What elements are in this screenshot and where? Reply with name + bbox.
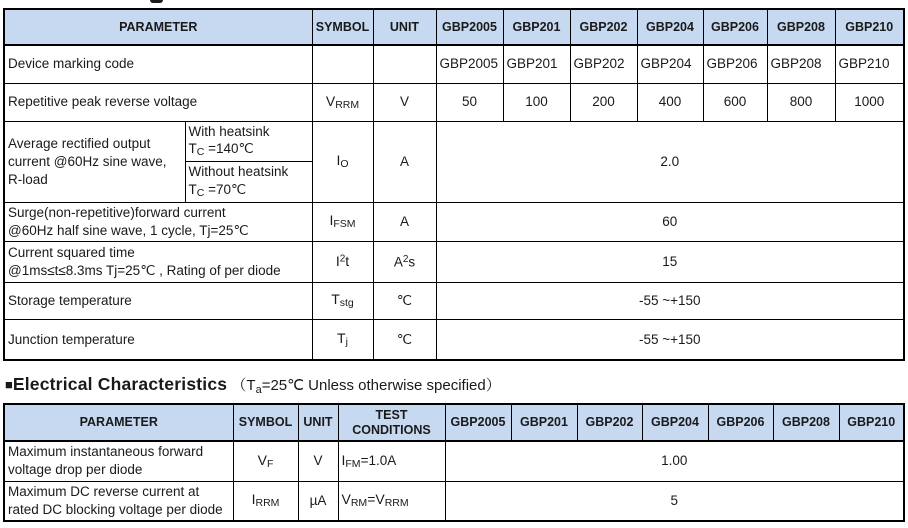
table-row-vrrm	[4, 83, 904, 121]
table1-header-row	[4, 9, 904, 45]
table-row-tj	[4, 319, 904, 360]
value-cell: GBP2005	[436, 45, 503, 83]
symbol-cell: VRRM	[312, 83, 373, 121]
t2-col-header-model: GBP202	[577, 404, 642, 441]
unit-cell: µA	[298, 481, 338, 521]
value-cell-span: 1.00	[445, 441, 904, 481]
t1-col-header-model: GBP208	[767, 9, 835, 45]
unit-cell: A	[373, 202, 436, 241]
symbol-cell: VF	[233, 441, 298, 481]
symbol-cell: IO	[312, 121, 373, 202]
t1-col-header-symbol: SYMBOL	[312, 9, 373, 45]
symbol-cell: $I^2t$	[312, 241, 373, 282]
table-row-vf	[4, 441, 904, 481]
symbol-cell: IRRM	[233, 481, 298, 521]
square-bullet-icon: ■	[5, 377, 13, 392]
section-title: Electrical Characteristics	[12, 374, 228, 394]
unit-cell: V	[373, 83, 436, 121]
value-cell: GBP208	[767, 45, 835, 83]
t2-col-header-model: GBP201	[511, 404, 577, 441]
value-cell: GBP201	[503, 45, 570, 83]
value-cell: 100	[503, 83, 570, 121]
value-cell: 800	[767, 83, 835, 121]
electrical-characteristics-heading	[5, 374, 501, 396]
electrical-characteristics-table	[3, 403, 905, 522]
table-row-irrm	[4, 481, 904, 521]
parameter-cell: Junction temperature	[4, 319, 312, 360]
t2-col-header-symbol: SYMBOL	[233, 404, 298, 441]
value-cell-span: 5	[445, 481, 904, 521]
t1-col-header-model: GBP202	[570, 9, 637, 45]
t1-col-header-unit: UNIT	[373, 9, 436, 45]
value-cell: 200	[570, 83, 637, 121]
value-cell: 1000	[835, 83, 904, 121]
t2-col-header-model: GBP2005	[445, 404, 511, 441]
t2-col-header-test-conditions: TEST CONDITIONS	[338, 404, 445, 441]
cropped-heading-remnant	[150, 0, 163, 3]
unit-cell: V	[298, 441, 338, 481]
parameter-cell: Current squared time @1ms≤t≤8.3ms Tj=25℃ , Rating of per diode	[4, 241, 312, 282]
parameter-cell: Device marking code	[4, 45, 312, 83]
table-row-ifsm	[4, 202, 904, 241]
table-row-tstg	[4, 282, 904, 319]
value-cell-span: 60	[436, 202, 904, 241]
parameter-cell: Maximum DC reverse current at rated DC blocking voltage per diode	[4, 481, 233, 521]
maximum-ratings-table	[3, 8, 905, 361]
t1-col-header-model: GBP210	[835, 9, 904, 45]
unit-cell: ℃	[373, 319, 436, 360]
test-condition-cell: VRM=VRRM	[338, 481, 445, 521]
symbol-cell: Tstg	[312, 282, 373, 319]
t2-col-header-model: GBP210	[839, 404, 904, 441]
value-cell: GBP206	[703, 45, 767, 83]
condition-cell-without-heatsink: Without heatsink TC =70℃	[185, 162, 312, 203]
parameter-cell: Surge(non-repetitive)forward current @60Hz half sine wave, 1 cycle, Tj=25℃	[4, 202, 312, 241]
table2-header-row	[4, 404, 904, 441]
symbol-cell	[312, 45, 373, 83]
t1-col-header-model: GBP206	[703, 9, 767, 45]
t1-col-header-model: GBP2005	[436, 9, 503, 45]
t1-col-header-model: GBP201	[503, 9, 570, 45]
t2-col-header-parameter: PARAMETER	[4, 404, 233, 441]
value-cell-span: -55 ~+150	[436, 282, 904, 319]
t2-col-header-model: GBP206	[708, 404, 773, 441]
symbol-cell: IFSM	[312, 202, 373, 241]
value-cell: 400	[637, 83, 703, 121]
condition-cell-with-heatsink: With heatsink TC =140℃	[185, 121, 312, 162]
t1-col-header-model: GBP204	[637, 9, 703, 45]
t2-col-header-unit: UNIT	[298, 404, 338, 441]
unit-cell: ℃	[373, 282, 436, 319]
table-row-i2t	[4, 241, 904, 282]
parameter-cell: Repetitive peak reverse voltage	[4, 83, 312, 121]
section-condition: （$T_a=25℃$ Unless otherwise specified）	[227, 377, 501, 396]
t2-col-header-model: GBP204	[642, 404, 708, 441]
parameter-cell: Storage temperature	[4, 282, 312, 319]
t2-col-header-model: GBP208	[773, 404, 839, 441]
value-cell-span: 2.0	[436, 121, 904, 202]
value-cell: GBP202	[570, 45, 637, 83]
test-condition-cell: IFM=1.0A	[338, 441, 445, 481]
value-cell-span: -55 ~+150	[436, 319, 904, 360]
parameter-cell: Average rectified output current @60Hz sine wave, R-load	[4, 121, 185, 202]
table-row-io	[4, 121, 904, 162]
value-cell: 50	[436, 83, 503, 121]
parameter-cell: Maximum instantaneous forward voltage drop per diode	[4, 441, 233, 481]
value-cell-span: 15	[436, 241, 904, 282]
value-cell: GBP204	[637, 45, 703, 83]
table-row-device-marking	[4, 45, 904, 83]
unit-cell: A	[373, 121, 436, 202]
t1-col-header-parameter: PARAMETER	[4, 9, 312, 45]
unit-cell: $A^2s$	[373, 241, 436, 282]
symbol-cell: Tj	[312, 319, 373, 360]
value-cell: GBP210	[835, 45, 904, 83]
unit-cell	[373, 45, 436, 83]
value-cell: 600	[703, 83, 767, 121]
